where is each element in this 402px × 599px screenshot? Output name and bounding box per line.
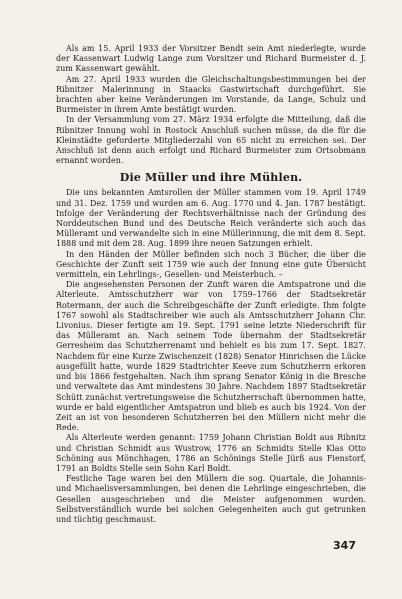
paragraph: Festliche Tage waren bei den Müllern die sog. Quartale, die Johannis- und Michaelisversammlungen, bei denen die Lehrlinge eingeschrieben, die Gesellen ausgeschrieben und die Meister aufgenommen wurden. Selbstverständlich wurde bei solchen Gelegenheiten auch gut getrunken und tüchtig geschmaust. [56,474,366,524]
section-heading: Die Müller und ihre Mühlen. [119,171,303,185]
paragraph: In der Versammlung vom 27. März 1934 erfolgte die Mitteilung, daß die Ribnitzer Innung wohl in Rostock Anschluß suchen müsse, da die für die Kleinstädte geforderte Mitgliederzahl von 65 nicht zu erreichen sei. Der Anschluß ist denn auch erfolgt und Richard Burmeister zum Ortsobmann ernannt worden. [56,115,366,166]
paragraph: Die uns bekannten Amtsrollen der Müller stammen vom 19. April 1749 und 31. Dez. 1759 und wurden am 6. Aug. 1770 und 4. Jan. 1787 bestätigt. Infolge der Veränderung der Rechtsverhältnisse nach der Gründung des Norddeutschen Bund und des Deutsche Reich veränderte sich auch das Mülleramt und verwandelte sich in eine Müllerinnung, die mit dem 8. Sept. 1888 und mit dem 28. Aug. 1899 ihre neuen Satzungen erhielt. [56,188,366,249]
paragraph: Die angesehensten Personen der Zunft waren die Amtspatrone und die Alterleute. Amtsschutzherr war von 1759–1766 der Stadtsekretär Rotermann, der auch die Schreibgeschäfte der Zunft erledigte. Ihm folgte 1767 sowohl als Stadtschreiber wie auch als Amtsschutzherr Johann Chr. Livonius. Dieser fertigte am 19. Sept. 1791 seine letzte Niederschrift für das Mülleramt an. Nach seinem Tode übernahm der Stadtsekretär Gerresheim das Schutzherrenamt und behielt es bis zum 17. Sept. 1827. Nachdem für eine Kurze Zwischenzeit (1828) Senator Hinrichsen die Lücke ausgefüllt hatte, wurde 1829 Stadtrichter Keeve zum Schutzherrn erkoren und bis 1866 festgehalten. Nach ihm sprang Senator König in die Bresche und verwaltete das Amt mindestens 30 Jahre. Nachdem 1897 Stadtsekretär Schütt zunächst vertretungsweise die Schutzherrschaft übernommen hatte, wurde er bald eigentlicher Amtspatron und blieb es auch bis 1924. Von der Zeit an ist von besonderen Schutzherren bei den Müllern nicht mehr die Rede. [56,280,366,433]
section-innung [56,44,366,166]
paragraph: Als am 15. April 1933 der Vorsitzer Bendt sein Amt niederlegte, wurde der Kassenwart Ludwig Lange zum Vorsitzer und Richard Burmeister d. J. zum Kassenwart gewählt. [56,44,366,74]
paragraph: In den Händen der Müller befinden sich noch 3 Bücher, die über die Geschichte der Zunft seit 1759 wie auch der Innung eine gute Übersicht vermitteln, ein Lehrlings-, Gesellen- und Meisterbuch. – [56,249,366,280]
section-mueller [56,188,366,525]
paragraph: Als Alterleute werden genannt: 1759 Johann Christian Boldt aus Ribnitz und Christian Schmidt aus Wustrow, 1776 an Schmidts Stelle Klas Otto Schöning aus Mönchhagen, 1786 an Schönings Stelle Jürß aus Fienstorf, 1791 an Boldts Stelle sein Sohn Karl Boldt. [56,433,366,473]
page-number: 347 [333,539,356,552]
paragraph: Am 27. April 1933 wurden die Gleichschaltungsbestimmungen bei der Ribnitzer Malerinnung in Staacks Gastwirtschaft durchgeführt. Sie brachten aber keine Veränderungen im Vorstande, da Lange, Schulz und Burmeister in ihrem Amte bestätigt wurden. [56,74,366,115]
